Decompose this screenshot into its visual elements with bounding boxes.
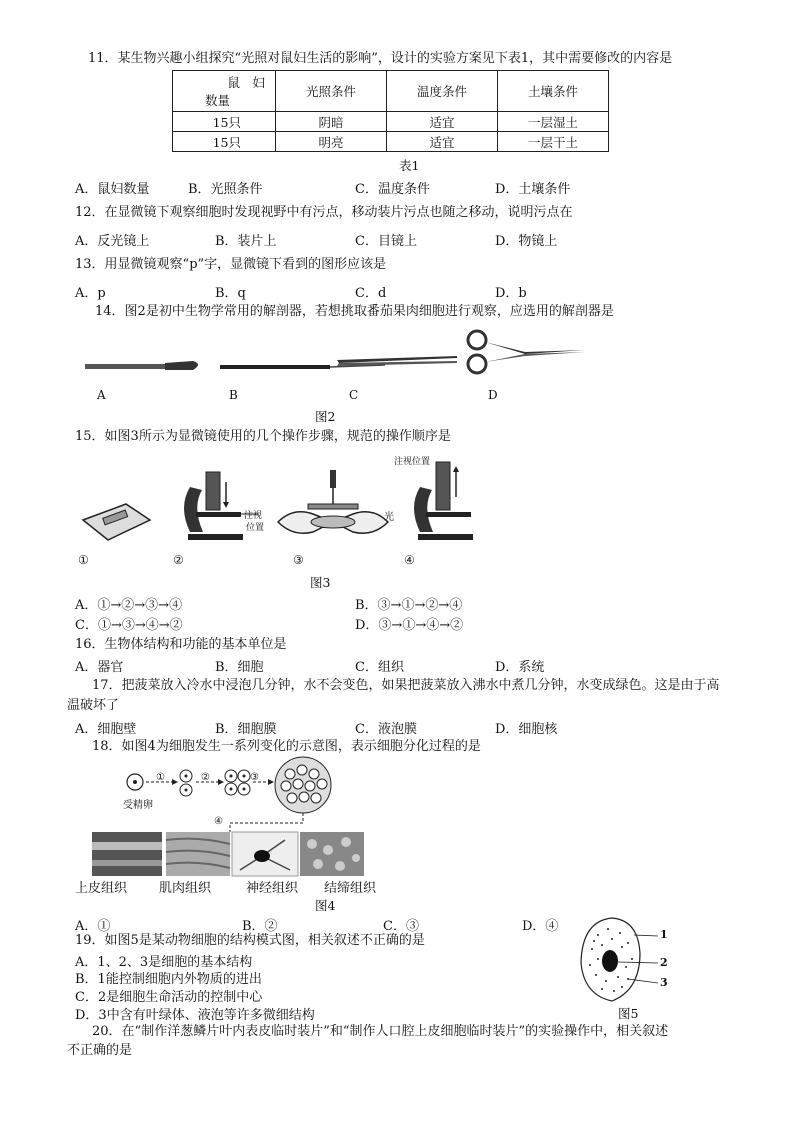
q19-option-d: D．3中含有叶绿体、液泡等许多微细结构 [75,1008,315,1023]
q13-option-d: D．b [495,286,527,301]
table-cell: 明亮 [276,132,387,152]
hands-adjusting-icon [278,470,388,533]
slide-icon [83,504,150,540]
q15-option-c: C．①→③→④→② [75,618,183,633]
q14-stem: 14．图2是初中生物学常用的解剖器，若想挑取番茄果肉细胞进行观察，应选用的解剖器是 [95,304,614,319]
q15-option-a: A．①→②→③→④ [75,598,183,613]
q20-stem-line1: 20．在“制作洋葱鳞片叶内表皮临时装片”和“制作人口腔上皮细胞临时装片”的实验操作中，相关叙述 [92,1024,669,1039]
q19-option-a: A．1、2、3是细胞的基本结构 [75,955,253,970]
table-header-quantity [173,71,276,112]
q17-option-c: C．液泡膜 [355,722,417,737]
q19-option-b: B．1能控制细胞内外物质的进出 [75,972,262,987]
q16-option-d: D．系统 [495,660,545,675]
q13-option-b: B．q [215,286,246,301]
q19-option-c: C．2是细胞生命活动的控制中心 [75,990,263,1005]
q11-option-d: D．土壤条件 [495,182,571,197]
table-header-temp: 温度条件 [387,71,498,112]
table-cell: 一层干土 [498,132,609,152]
q18-option-b: B．② [242,919,278,934]
fig3-annot-2a: 注视 [244,511,263,521]
figure-5-animal-cell [578,915,668,1005]
microscope-icon [414,462,473,540]
q18-stem: 18．如图4为细胞发生一系列变化的示意图，表示细胞分化过程的是 [92,739,481,754]
q12-option-b: B．装片上 [215,234,277,249]
tissue-image-connective [300,832,364,876]
q12-stem: 12．在显微镜下观察细胞时发现视野中有污点，移动装片污点也随之移动，说明污点在 [75,205,573,220]
figure-2-caption: 图2 [315,409,336,424]
q17-stem-line1: 17．把菠菜放入冷水中浸泡几分钟，水不会变色，如果把菠菜放入沸水中煮几分钟，水变成绿色。这是由于高 [92,678,720,693]
q13-stem: 13．用显微镜观察“p”字，显微镜下看到的图形应该是 [75,257,387,272]
table-header-soil: 土壤条件 [498,71,609,112]
table-1 [172,70,609,152]
table-cell: 适宜 [387,132,498,152]
q20-stem-line2: 不正确的是 [67,1043,133,1058]
q11-option-b: B．光照条件 [188,182,263,197]
table-row [173,112,609,132]
table-cell: 15只 [173,112,276,132]
figure-4-caption: 图4 [315,898,336,913]
table-row [173,132,609,152]
fig5-label-1: 1 [660,928,668,941]
q11-stem: 11．某生物兴趣小组探究“光照对鼠妇生活的影响”，设计的实验方案见下表1，其中需要修改的内容是 [88,51,673,66]
q18-option-c: C．③ [383,919,419,934]
q16-option-a: A．器官 [75,660,124,675]
q15-option-d: D．③→①→④→② [355,618,464,633]
fig4-step-4: ④ [214,816,223,827]
q19-stem: 19．如图5是某动物细胞的结构模式图，相关叙述不正确的是 [75,933,425,948]
table-cell: 阴暗 [276,112,387,132]
nucleus [602,950,618,972]
figure-5-caption: 图5 [618,1006,639,1021]
fig4-step-2: ② [201,772,210,783]
q15-stem: 15．如图3所示为显微镜使用的几个操作步骤，规范的操作顺序是 [75,429,451,444]
table-header-light: 光照条件 [276,71,387,112]
q15-option-b: B．③→①→②→④ [355,598,463,613]
fig3-label-2: ② [173,553,184,567]
table-1-caption: 表1 [399,158,420,173]
fig5-label-3: 3 [660,976,668,989]
fig3-annot-4: 注视位置 [394,457,431,467]
figure-3-microscope-steps [78,452,498,547]
q16-option-c: C．组织 [355,660,404,675]
fig2-label-c: C [349,388,359,402]
q17-option-a: A．细胞壁 [75,722,137,737]
scissors-icon [468,331,585,373]
fig2-label-d: D [488,388,498,402]
fig3-label-3: ③ [293,553,304,567]
table-cell: 一层湿土 [498,112,609,132]
fig3-annot-3: 光 [384,512,394,523]
fig4-tissue-connective: 结缔组织 [324,881,377,896]
needle-icon [220,365,385,369]
fig4-step-1: ① [156,772,165,783]
q17-option-b: B．细胞膜 [215,722,277,737]
fig4-tissue-nerve: 神经组织 [246,881,299,896]
header-top: 鼠 妇 [227,75,265,90]
fig3-annot-2b: 位置 [246,523,265,533]
q11-option-c: C．温度条件 [355,182,430,197]
q12-option-c: C．目镜上 [355,234,417,249]
fig5-label-2: 2 [660,956,668,969]
q11-option-a: A．鼠妇数量 [75,182,150,197]
q18-option-d: D．④ [522,919,559,934]
scalpel-icon [85,361,198,370]
cell-cluster [275,757,331,813]
fig3-label-1: ① [78,553,89,567]
figure-4-cell-division [90,760,380,878]
q16-stem: 16．生物体结构和功能的基本单位是 [75,637,287,652]
q12-option-a: A．反光镜上 [75,234,150,249]
q17-option-d: D．细胞核 [495,722,558,737]
q17-stem-line2: 温破坏了 [67,698,120,713]
tissue-image-epithelial [92,832,162,876]
q16-option-b: B．细胞 [215,660,264,675]
q13-option-c: C．d [355,286,387,301]
fig2-label-b: B [229,388,238,402]
header-bottom: 数量 [205,93,231,108]
table-cell: 15只 [173,132,276,152]
fig4-egg-label: 受精卵 [123,800,153,811]
tweezers-icon [337,356,457,366]
fig4-tissue-muscle: 肌肉组织 [159,881,212,896]
fig3-label-4: ④ [404,553,415,567]
fig4-step-3: ③ [250,772,259,783]
q13-option-a: A．p [75,286,106,301]
figure-3-caption: 图3 [310,575,331,590]
fig4-tissue-epithelial: 上皮组织 [75,881,128,896]
fig2-label-a: A [97,388,106,402]
q12-option-d: D．物镜上 [495,234,558,249]
figure-2-tools [85,328,605,388]
q18-option-a: A．① [75,919,111,934]
table-cell: 适宜 [387,112,498,132]
